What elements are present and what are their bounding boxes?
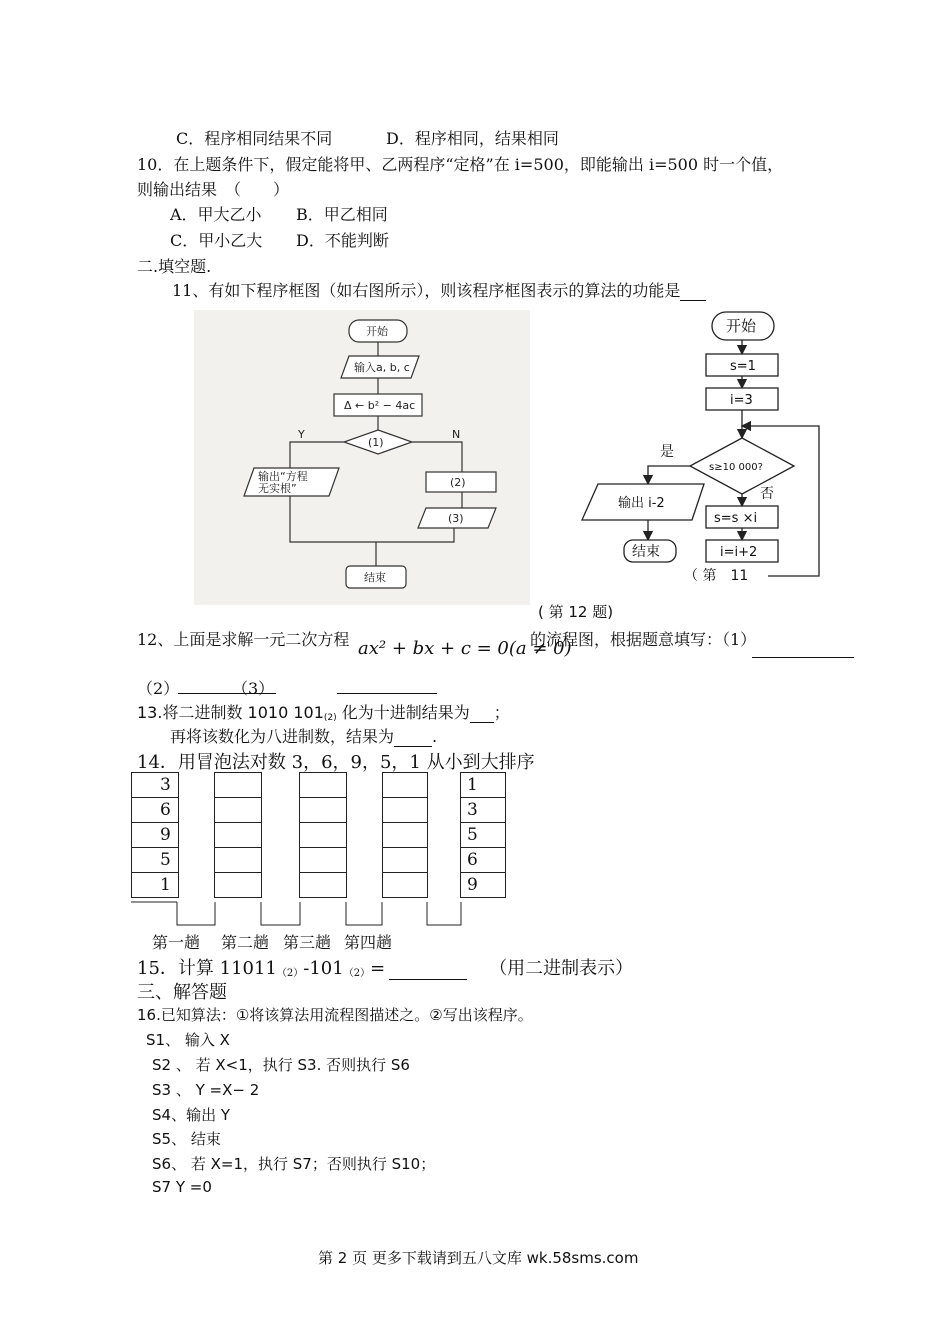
flow-right-i3-label: i=3 (730, 393, 753, 408)
q15-base-a: （2） (276, 968, 304, 979)
flow-left-assign-label: Δ ← b² − 4ac (344, 399, 416, 412)
sort-cell: 9 (461, 873, 505, 898)
q16-step: S2 、 若 X<1，执行 S3. 否则执行 S6 (152, 1056, 410, 1074)
q16-step: S4、输出 Y (152, 1106, 230, 1124)
q16-step: S1、 输入 X (146, 1031, 230, 1049)
sort-cell: 5 (461, 823, 505, 848)
q12-label-3: （3） (232, 679, 275, 698)
q12-label-2: （2） (137, 679, 180, 698)
q15-a: 15．计算 11011 (137, 958, 277, 979)
q13-text: 化为十进制结果为 (336, 703, 470, 722)
flow-left-cond-label: (1) (368, 436, 384, 449)
flow-left-output-line1: 输出“方程 (258, 470, 308, 483)
q10-stem-line1: 10．在上题条件下，假定能将甲、乙两程序“定格”在 i=500，即能输出 i=500 时一个值， (137, 155, 784, 174)
q15-b: -101 (303, 958, 344, 979)
pass-label-1: 第一趟 (152, 933, 201, 952)
loop-flowchart (576, 308, 826, 590)
flow-left-output-line2: 无实根” (258, 482, 297, 495)
q11-stem (172, 278, 706, 301)
q12-blank-1[interactable] (752, 657, 854, 658)
q9-option-d: D．程序相同，结果相同 (386, 129, 559, 148)
q15-answer-blank[interactable] (389, 963, 467, 980)
q13-line1 (137, 700, 510, 723)
scan-background (194, 310, 530, 605)
q16-title: 16.已知算法：①将该算法用流程图描述之。②写出该程序。 (137, 1006, 533, 1024)
q12-post: 的流程图，根据题意填写：（1） (530, 630, 757, 649)
flow-left-yes-label: Y (298, 428, 305, 441)
flow-right-end-label: 结束 (632, 544, 660, 560)
q16-step: S6、 若 X=1，执行 S7；否则执行 S10； (152, 1155, 436, 1173)
page-footer: 第 2 页 更多下载请到五八文库 wk.58sms.com (318, 1249, 639, 1267)
flow-right-mul-label: s=s ×i (714, 511, 758, 526)
q16-step: S7 Y =0 (152, 1178, 212, 1196)
flow-right-cond-label: s≥10 000? (709, 462, 763, 473)
q13-number: 13.将二进制数 1010 101 (137, 703, 324, 722)
q13-line2 (170, 724, 437, 747)
flow-left-input-label: 输入a, b, c (354, 361, 410, 374)
flow-right-inc-label: i=i+2 (720, 545, 758, 560)
flow-right-output-label: 输出 i-2 (618, 496, 665, 511)
q10-option-b: B．甲乙相同 (296, 205, 388, 224)
sort-cell: 6 (461, 848, 505, 873)
q15-line (137, 954, 633, 980)
q11-text: 11、有如下程序框图（如右图所示），则该程序框图表示的算法的功能是 (172, 281, 681, 300)
fig12-caption: ( 第 12 题) (538, 603, 614, 621)
q10-option-c: C．甲小乙大 (170, 231, 263, 250)
quadratic-flowchart (194, 310, 530, 605)
q10-stem-line2: 则输出结果 （ ） (137, 180, 290, 199)
flow-right-s1-label: s=1 (730, 359, 756, 374)
q15-note: （用二进制表示） (489, 958, 634, 979)
q16-step: S5、 结束 (152, 1130, 221, 1148)
q13-semicolon: ； (493, 703, 510, 722)
sort-cell: 9 (132, 823, 178, 848)
flow-left-box2-label: (2) (450, 476, 466, 489)
q13-blank-decimal[interactable] (470, 706, 494, 723)
q13-blank-octal[interactable] (394, 730, 432, 747)
q15-equals: = (370, 958, 386, 979)
q9-option-c: C．程序相同结果不同 (176, 129, 333, 148)
sort-cell: 6 (132, 798, 178, 823)
flow-right-yes-label: 是 (660, 444, 674, 460)
q12-pre: 12、上面是求解一元二次方程 (137, 630, 350, 649)
sort-cell: 1 (461, 773, 505, 798)
q11-answer-blank[interactable] (680, 284, 706, 301)
q13-dot: . (432, 727, 438, 746)
q12-blank-3[interactable] (337, 693, 437, 694)
q13-line2-text: 再将该数化为八进制数，结果为 (170, 727, 395, 746)
flow-left-no-label: N (452, 428, 461, 441)
sort-cell: 3 (461, 798, 505, 823)
sort-connectors (130, 770, 510, 930)
q12-equation: ax² + bx + c = 0(a ≠ 0) (358, 638, 572, 659)
pass-label-4: 第四趟 (344, 933, 393, 952)
q14-title: 14．用冒泡法对数 3，6，9，5，1 从小到大排序 (137, 752, 535, 773)
flow-left-box3-label: (3) (448, 512, 464, 525)
q16-step: S3 、 Y =X− 2 (152, 1081, 260, 1099)
pass-label-3: 第三趟 (283, 933, 332, 952)
pass-label-2: 第二趟 (221, 933, 270, 952)
section-solve-heading: 三、解答题 (137, 982, 227, 1003)
flow-right-no-label: 否 (760, 486, 774, 502)
q13-base: (2) (323, 713, 337, 723)
sort-cell: 1 (132, 873, 178, 898)
q10-option-d: D．不能判断 (296, 231, 389, 250)
flow-right-start-label: 开始 (726, 317, 757, 335)
section-fill-blank-heading: 二.填空题. (137, 257, 212, 276)
sort-cell: 3 (132, 773, 178, 798)
flow-right-caption: （ 第 11 (684, 568, 749, 584)
q10-option-a: A．甲大乙小 (170, 205, 262, 224)
q15-base-b: （2） (343, 968, 371, 979)
sort-cell: 5 (132, 848, 178, 873)
flow-left-end-label: 结束 (364, 571, 386, 584)
flow-left-start-label: 开始 (366, 325, 388, 338)
